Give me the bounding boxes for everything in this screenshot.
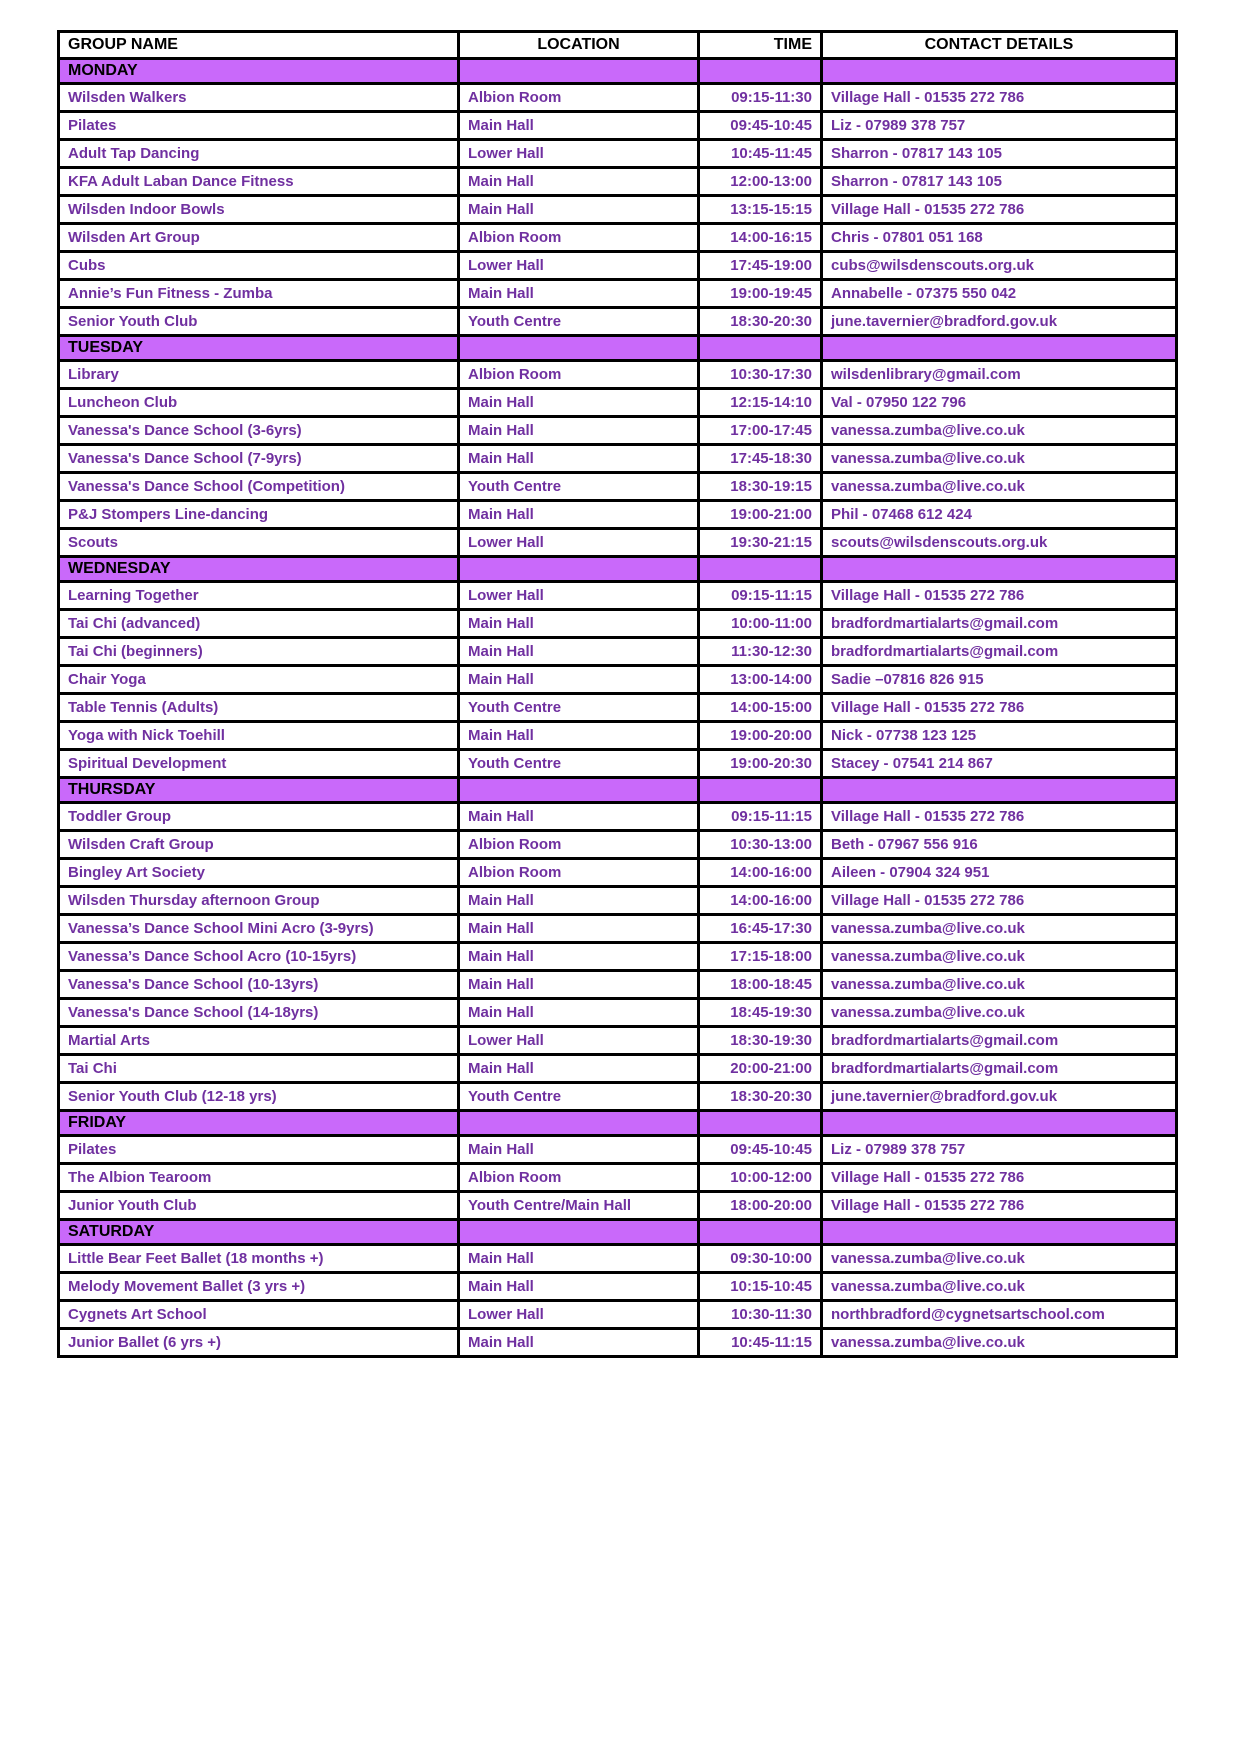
activity-row — [59, 750, 1177, 778]
activity-group: Vanessa's Dance School (14-18yrs) — [59, 999, 459, 1027]
table-header-row — [59, 32, 1177, 59]
activity-location: Lower Hall — [459, 582, 699, 610]
activity-row — [59, 361, 1177, 389]
activity-contact: Liz - 07989 378 757 — [822, 1136, 1177, 1164]
activity-contact: Phil - 07468 612 424 — [822, 501, 1177, 529]
activity-location: Albion Room — [459, 831, 699, 859]
column-header-time: TIME — [699, 32, 822, 59]
activity-time: 09:15-11:30 — [699, 84, 822, 112]
activity-row — [59, 803, 1177, 831]
activity-contact: Village Hall - 01535 272 786 — [822, 196, 1177, 224]
activity-contact: wilsdenlibrary@gmail.com — [822, 361, 1177, 389]
activity-group: Tai Chi — [59, 1055, 459, 1083]
day-name: SATURDAY — [59, 1220, 459, 1245]
activity-row — [59, 1329, 1177, 1357]
activity-contact: northbradford@cygnetsartschool.com — [822, 1301, 1177, 1329]
activity-contact: vanessa.zumba@live.co.uk — [822, 417, 1177, 445]
activity-time: 18:30-19:30 — [699, 1027, 822, 1055]
activity-row — [59, 943, 1177, 971]
activity-row — [59, 308, 1177, 336]
activity-time: 10:15-10:45 — [699, 1273, 822, 1301]
activity-contact: vanessa.zumba@live.co.uk — [822, 1329, 1177, 1357]
day-header-row — [59, 557, 1177, 582]
activity-time: 10:30-17:30 — [699, 361, 822, 389]
activity-time: 14:00-16:15 — [699, 224, 822, 252]
activity-group: The Albion Tearoom — [59, 1164, 459, 1192]
activity-row — [59, 999, 1177, 1027]
activity-contact: Village Hall - 01535 272 786 — [822, 582, 1177, 610]
activity-group: Wilsden Walkers — [59, 84, 459, 112]
activity-contact: Sharron - 07817 143 105 — [822, 140, 1177, 168]
activity-contact: june.tavernier@bradford.gov.uk — [822, 1083, 1177, 1111]
activity-location: Youth Centre — [459, 750, 699, 778]
activity-contact: Village Hall - 01535 272 786 — [822, 1164, 1177, 1192]
day-header-spacer-cell — [459, 1220, 699, 1245]
activity-time: 09:15-11:15 — [699, 582, 822, 610]
activity-group: Vanessa’s Dance School Mini Acro (3-9yrs) — [59, 915, 459, 943]
activity-row — [59, 1055, 1177, 1083]
activity-location: Main Hall — [459, 1329, 699, 1357]
activity-row — [59, 112, 1177, 140]
activity-contact: Village Hall - 01535 272 786 — [822, 694, 1177, 722]
activity-location: Lower Hall — [459, 140, 699, 168]
day-header-spacer-cell — [459, 1111, 699, 1136]
activity-time: 14:00-16:00 — [699, 859, 822, 887]
activity-contact: bradfordmartialarts@gmail.com — [822, 638, 1177, 666]
activity-location: Main Hall — [459, 168, 699, 196]
activity-time: 13:00-14:00 — [699, 666, 822, 694]
activity-time: 09:30-10:00 — [699, 1245, 822, 1273]
activity-location: Youth Centre — [459, 694, 699, 722]
day-name: WEDNESDAY — [59, 557, 459, 582]
day-header-spacer-cell — [459, 557, 699, 582]
activity-group: Chair Yoga — [59, 666, 459, 694]
activity-group: Learning Together — [59, 582, 459, 610]
activity-time: 19:00-20:30 — [699, 750, 822, 778]
activity-location: Main Hall — [459, 112, 699, 140]
activity-group: Vanessa’s Dance School Acro (10-15yrs) — [59, 943, 459, 971]
day-header-spacer-cell — [699, 336, 822, 361]
activity-location: Lower Hall — [459, 252, 699, 280]
activity-group: Cubs — [59, 252, 459, 280]
day-header-spacer-cell — [822, 557, 1177, 582]
activity-row — [59, 666, 1177, 694]
activity-time: 17:15-18:00 — [699, 943, 822, 971]
activity-group: Junior Youth Club — [59, 1192, 459, 1220]
activity-group: Yoga with Nick Toehill — [59, 722, 459, 750]
activities-timetable-table — [57, 30, 1178, 1358]
day-header-row — [59, 1220, 1177, 1245]
activity-row — [59, 1301, 1177, 1329]
activity-location: Main Hall — [459, 943, 699, 971]
activity-contact: vanessa.zumba@live.co.uk — [822, 943, 1177, 971]
activity-time: 10:30-11:30 — [699, 1301, 822, 1329]
activity-contact: bradfordmartialarts@gmail.com — [822, 1055, 1177, 1083]
day-header-spacer-cell — [459, 778, 699, 803]
activity-group: Cygnets Art School — [59, 1301, 459, 1329]
activity-location: Main Hall — [459, 1273, 699, 1301]
activity-row — [59, 582, 1177, 610]
activity-contact: Village Hall - 01535 272 786 — [822, 887, 1177, 915]
activity-row — [59, 445, 1177, 473]
activity-location: Albion Room — [459, 1164, 699, 1192]
activity-contact: cubs@wilsdenscouts.org.uk — [822, 252, 1177, 280]
activity-group: Wilsden Thursday afternoon Group — [59, 887, 459, 915]
activity-contact: vanessa.zumba@live.co.uk — [822, 971, 1177, 999]
activity-group: P&J Stompers Line-dancing — [59, 501, 459, 529]
activity-time: 17:45-19:00 — [699, 252, 822, 280]
activity-group: Tai Chi (advanced) — [59, 610, 459, 638]
day-header-spacer-cell — [699, 1111, 822, 1136]
activity-time: 16:45-17:30 — [699, 915, 822, 943]
activity-group: Wilsden Indoor Bowls — [59, 196, 459, 224]
activity-row — [59, 722, 1177, 750]
day-name: FRIDAY — [59, 1111, 459, 1136]
activity-location: Albion Room — [459, 859, 699, 887]
activity-contact: Aileen - 07904 324 951 — [822, 859, 1177, 887]
activity-location: Main Hall — [459, 501, 699, 529]
activity-group: Table Tennis (Adults) — [59, 694, 459, 722]
activity-time: 18:45-19:30 — [699, 999, 822, 1027]
activity-location: Lower Hall — [459, 1027, 699, 1055]
activity-row — [59, 417, 1177, 445]
activity-group: Senior Youth Club (12-18 yrs) — [59, 1083, 459, 1111]
activity-location: Albion Room — [459, 84, 699, 112]
activity-row — [59, 694, 1177, 722]
activity-contact: vanessa.zumba@live.co.uk — [822, 915, 1177, 943]
activity-row — [59, 1027, 1177, 1055]
activity-row — [59, 280, 1177, 308]
activity-time: 20:00-21:00 — [699, 1055, 822, 1083]
activity-contact: vanessa.zumba@live.co.uk — [822, 1245, 1177, 1273]
activity-group: Vanessa's Dance School (10-13yrs) — [59, 971, 459, 999]
activity-row — [59, 859, 1177, 887]
activity-location: Main Hall — [459, 280, 699, 308]
activity-group: Little Bear Feet Ballet (18 months +) — [59, 1245, 459, 1273]
activity-time: 14:00-16:00 — [699, 887, 822, 915]
activity-contact: Village Hall - 01535 272 786 — [822, 803, 1177, 831]
activity-time: 18:00-20:00 — [699, 1192, 822, 1220]
activity-time: 11:30-12:30 — [699, 638, 822, 666]
activity-location: Main Hall — [459, 196, 699, 224]
activity-contact: vanessa.zumba@live.co.uk — [822, 473, 1177, 501]
activity-group: Toddler Group — [59, 803, 459, 831]
activity-group: Melody Movement Ballet (3 yrs +) — [59, 1273, 459, 1301]
activity-contact: Val - 07950 122 796 — [822, 389, 1177, 417]
activity-location: Youth Centre — [459, 473, 699, 501]
activity-group: Tai Chi (beginners) — [59, 638, 459, 666]
activity-contact: Sadie –07816 826 915 — [822, 666, 1177, 694]
activity-group: Pilates — [59, 1136, 459, 1164]
activity-group: Spiritual Development — [59, 750, 459, 778]
activity-location: Main Hall — [459, 638, 699, 666]
activity-group: Luncheon Club — [59, 389, 459, 417]
activity-group: Martial Arts — [59, 1027, 459, 1055]
activity-row — [59, 887, 1177, 915]
activity-location: Main Hall — [459, 666, 699, 694]
activity-group: Vanessa's Dance School (Competition) — [59, 473, 459, 501]
activity-location: Main Hall — [459, 445, 699, 473]
activity-contact: scouts@wilsdenscouts.org.uk — [822, 529, 1177, 557]
activity-group: Annie’s Fun Fitness - Zumba — [59, 280, 459, 308]
activity-contact: Village Hall - 01535 272 786 — [822, 1192, 1177, 1220]
day-name: MONDAY — [59, 59, 459, 84]
activity-row — [59, 84, 1177, 112]
activity-group: Vanessa's Dance School (7-9yrs) — [59, 445, 459, 473]
activity-location: Main Hall — [459, 887, 699, 915]
activity-location: Main Hall — [459, 389, 699, 417]
activity-time: 09:15-11:15 — [699, 803, 822, 831]
activity-row — [59, 831, 1177, 859]
activity-time: 10:00-12:00 — [699, 1164, 822, 1192]
activity-contact: vanessa.zumba@live.co.uk — [822, 1273, 1177, 1301]
activity-time: 19:00-20:00 — [699, 722, 822, 750]
activity-contact: Annabelle - 07375 550 042 — [822, 280, 1177, 308]
day-header-spacer-cell — [699, 1220, 822, 1245]
activity-time: 17:00-17:45 — [699, 417, 822, 445]
activity-contact: Sharron - 07817 143 105 — [822, 168, 1177, 196]
activity-location: Youth Centre — [459, 308, 699, 336]
activity-time: 09:45-10:45 — [699, 1136, 822, 1164]
activity-time: 12:00-13:00 — [699, 168, 822, 196]
column-header-group-name: GROUP NAME — [59, 32, 459, 59]
activity-location: Main Hall — [459, 1245, 699, 1273]
activity-location: Main Hall — [459, 915, 699, 943]
activity-location: Lower Hall — [459, 1301, 699, 1329]
activity-time: 10:00-11:00 — [699, 610, 822, 638]
activity-group: Wilsden Art Group — [59, 224, 459, 252]
activity-group: Senior Youth Club — [59, 308, 459, 336]
activity-time: 18:00-18:45 — [699, 971, 822, 999]
day-header-spacer-cell — [699, 778, 822, 803]
day-header-row — [59, 336, 1177, 361]
activity-time: 12:15-14:10 — [699, 389, 822, 417]
activity-contact: Nick - 07738 123 125 — [822, 722, 1177, 750]
day-header-spacer-cell — [459, 59, 699, 84]
activity-row — [59, 224, 1177, 252]
activity-contact: bradfordmartialarts@gmail.com — [822, 1027, 1177, 1055]
activity-row — [59, 1164, 1177, 1192]
activity-row — [59, 1136, 1177, 1164]
day-header-spacer-cell — [822, 59, 1177, 84]
activity-location: Albion Room — [459, 361, 699, 389]
day-name: TUESDAY — [59, 336, 459, 361]
activity-row — [59, 389, 1177, 417]
activity-time: 18:30-20:30 — [699, 308, 822, 336]
activity-time: 14:00-15:00 — [699, 694, 822, 722]
activity-group: Adult Tap Dancing — [59, 140, 459, 168]
activity-row — [59, 1192, 1177, 1220]
activity-contact: Beth - 07967 556 916 — [822, 831, 1177, 859]
activity-time: 13:15-15:15 — [699, 196, 822, 224]
day-header-spacer-cell — [822, 778, 1177, 803]
activity-contact: vanessa.zumba@live.co.uk — [822, 999, 1177, 1027]
activity-row — [59, 140, 1177, 168]
activity-time: 10:30-13:00 — [699, 831, 822, 859]
day-header-spacer-cell — [459, 336, 699, 361]
day-header-spacer-cell — [699, 557, 822, 582]
column-header-location: LOCATION — [459, 32, 699, 59]
activity-row — [59, 971, 1177, 999]
activity-contact: Village Hall - 01535 272 786 — [822, 84, 1177, 112]
activity-group: Vanessa's Dance School (3-6yrs) — [59, 417, 459, 445]
activity-location: Main Hall — [459, 722, 699, 750]
day-header-spacer-cell — [822, 1220, 1177, 1245]
activity-time: 19:00-21:00 — [699, 501, 822, 529]
activity-row — [59, 915, 1177, 943]
activity-location: Youth Centre — [459, 1083, 699, 1111]
activity-row — [59, 501, 1177, 529]
activity-contact: bradfordmartialarts@gmail.com — [822, 610, 1177, 638]
activity-group: Bingley Art Society — [59, 859, 459, 887]
activity-time: 17:45-18:30 — [699, 445, 822, 473]
activity-row — [59, 1273, 1177, 1301]
activity-row — [59, 1245, 1177, 1273]
day-header-spacer-cell — [699, 59, 822, 84]
activity-location: Main Hall — [459, 417, 699, 445]
activity-contact: june.tavernier@bradford.gov.uk — [822, 308, 1177, 336]
activity-location: Main Hall — [459, 610, 699, 638]
activity-time: 18:30-20:30 — [699, 1083, 822, 1111]
activity-row — [59, 610, 1177, 638]
activity-time: 19:00-19:45 — [699, 280, 822, 308]
activity-time: 09:45-10:45 — [699, 112, 822, 140]
activity-location: Main Hall — [459, 971, 699, 999]
activity-location: Youth Centre/Main Hall — [459, 1192, 699, 1220]
activity-row — [59, 252, 1177, 280]
activity-group: Wilsden Craft Group — [59, 831, 459, 859]
day-name: THURSDAY — [59, 778, 459, 803]
activity-time: 10:45-11:15 — [699, 1329, 822, 1357]
activity-contact: Chris - 07801 051 168 — [822, 224, 1177, 252]
activity-row — [59, 1083, 1177, 1111]
activity-location: Lower Hall — [459, 529, 699, 557]
activity-contact: Liz - 07989 378 757 — [822, 112, 1177, 140]
activity-contact: vanessa.zumba@live.co.uk — [822, 445, 1177, 473]
day-header-spacer-cell — [822, 1111, 1177, 1136]
activity-location: Albion Room — [459, 224, 699, 252]
day-header-spacer-cell — [822, 336, 1177, 361]
activity-row — [59, 196, 1177, 224]
activity-location: Main Hall — [459, 803, 699, 831]
day-header-row — [59, 1111, 1177, 1136]
activity-row — [59, 529, 1177, 557]
activity-location: Main Hall — [459, 1055, 699, 1083]
day-header-row — [59, 59, 1177, 84]
activity-location: Main Hall — [459, 999, 699, 1027]
activity-group: Junior Ballet (6 yrs +) — [59, 1329, 459, 1357]
activity-time: 19:30-21:15 — [699, 529, 822, 557]
activity-time: 18:30-19:15 — [699, 473, 822, 501]
column-header-contact-details: CONTACT DETAILS — [822, 32, 1177, 59]
activity-time: 10:45-11:45 — [699, 140, 822, 168]
activity-group: KFA Adult Laban Dance Fitness — [59, 168, 459, 196]
day-header-row — [59, 778, 1177, 803]
activity-row — [59, 168, 1177, 196]
activity-group: Scouts — [59, 529, 459, 557]
activity-group: Pilates — [59, 112, 459, 140]
activity-group: Library — [59, 361, 459, 389]
activity-row — [59, 638, 1177, 666]
activity-contact: Stacey - 07541 214 867 — [822, 750, 1177, 778]
activity-row — [59, 473, 1177, 501]
activity-location: Main Hall — [459, 1136, 699, 1164]
